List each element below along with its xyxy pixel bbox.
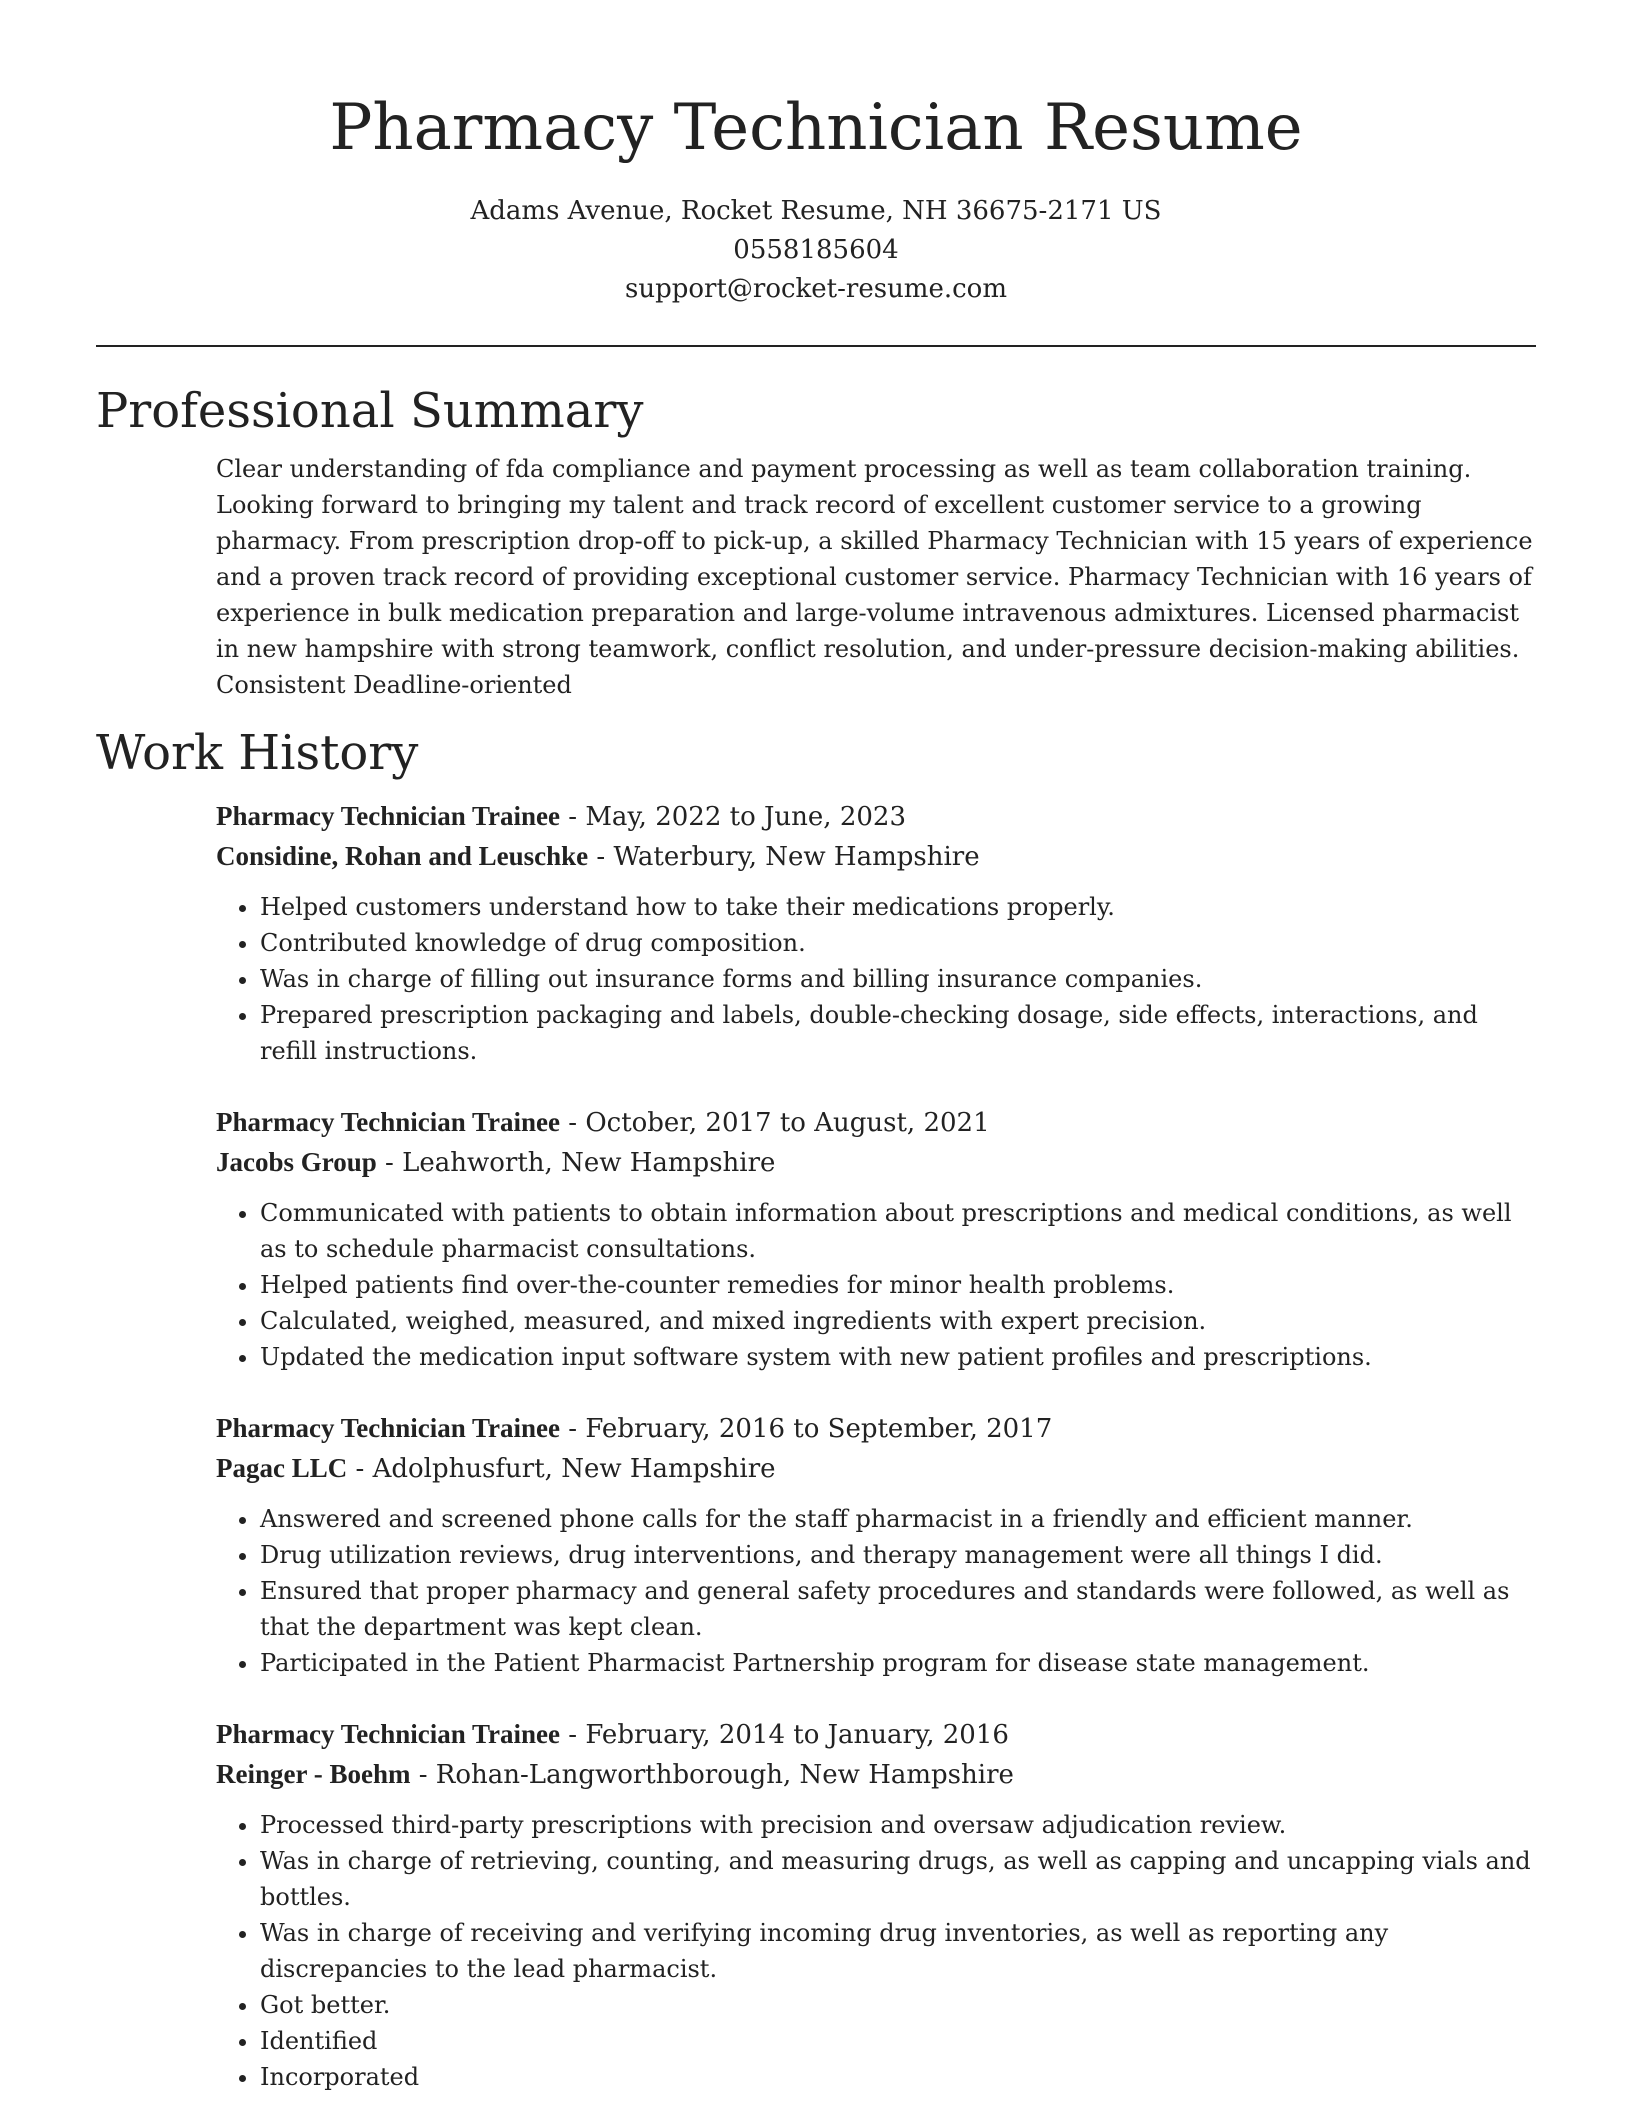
bullet-item: • Was in charge of filling out insurance forms and billing insurance companies.	[260, 961, 1536, 997]
job-bullets	[216, 1195, 1536, 1375]
job-location: - Leahworth, New Hampshire	[376, 1148, 776, 1178]
bullet-item: • Contributed knowledge of drug composition.	[260, 925, 1536, 961]
bullet-item: • Processed third-party prescriptions with precision and oversaw adjudication review.	[260, 1807, 1536, 1843]
page-title: Pharmacy Technician Resume	[329, 91, 1303, 165]
contact-email: support@rocket-resume.com	[624, 274, 1007, 304]
bullet-item: • Drug utilization reviews, drug interventions, and therapy management were all things I did.	[260, 1537, 1536, 1573]
job-location: - Adolphusfurt, New Hampshire	[347, 1454, 776, 1484]
bullet-item: • Calculated, weighed, measured, and mixed ingredients with expert precision.	[260, 1303, 1536, 1339]
job-company: Considine, Rohan and Leuschke	[216, 841, 589, 871]
job-title-line	[216, 1103, 1536, 1143]
job-company-line	[216, 1143, 1536, 1183]
job-location: - Rohan-Langworthborough, New Hampshire	[410, 1760, 1014, 1790]
bullet-item: • Incorporated	[260, 2059, 1536, 2095]
job-title-line	[216, 1715, 1536, 1755]
job-company-line	[216, 1755, 1536, 1795]
job-title-line	[216, 1409, 1536, 1449]
bullet-item: • Identified	[260, 2023, 1536, 2059]
bullet-item: • Updated the medication input software system with new patient profiles and prescriptions.	[260, 1339, 1536, 1375]
job-bullets	[216, 1807, 1536, 2095]
summary-heading: Professional Summary	[96, 383, 644, 439]
job-dates: - October, 2017 to August, 2021	[560, 1108, 990, 1138]
job-entry	[216, 1715, 1536, 2095]
bullet-item: • Prepared prescription packaging and labels, double-checking dosage, side effects, interactions, and refill instructions.	[260, 997, 1536, 1069]
job-bullets	[216, 1501, 1536, 1681]
job-bullets	[216, 889, 1536, 1069]
bullet-item: • Participated in the Patient Pharmacist Partnership program for disease state management.	[260, 1645, 1536, 1681]
job-dates: - February, 2014 to January, 2016	[560, 1720, 1009, 1750]
job-company-line	[216, 837, 1536, 877]
bullet-item: • Got better.	[260, 1987, 1536, 2023]
bullet-item: • Was in charge of receiving and verifying incoming drug inventories, as well as reporting any discrepancies to the lead pharmacist.	[260, 1915, 1536, 1987]
resume-header	[96, 0, 1536, 309]
summary-text: Clear understanding of fda compliance and payment processing as well as team collaboration training. Looking forward to bringing my talent and track record of excellent customer service to a growing pharmacy. From prescription drop-off to pick-up, a skilled Pharmacy Technician with 15 years of experience and a proven track record of providing exceptional customer service. Pharmacy Technician with 16 years of experience in bulk medication preparation and large-volume intravenous admixtures. Licensed pharmacist in new hampshire with strong teamwork, conflict resolution, and under-pressure decision-making abilities. Consistent Deadline-oriented	[216, 455, 1533, 699]
contact-phone: 0558185604	[733, 235, 899, 265]
job-title: Pharmacy Technician Trainee	[216, 1107, 560, 1137]
contact-address: Adams Avenue, Rocket Resume, NH 36675-2171 US	[470, 196, 1162, 226]
bullet-item: • Ensured that proper pharmacy and general safety procedures and standards were followed, as well as that the department was kept clean.	[260, 1573, 1536, 1645]
work-history-heading: Work History	[96, 725, 419, 781]
job-dates: - May, 2022 to June, 2023	[560, 802, 906, 832]
job-entry	[216, 797, 1536, 1069]
job-company-line	[216, 1449, 1536, 1489]
job-company: Reinger - Boehm	[216, 1759, 411, 1789]
job-entry	[216, 1103, 1536, 1375]
job-entry	[216, 1409, 1536, 1681]
resume-page	[96, 0, 1536, 2112]
bullet-item: • Communicated with patients to obtain information about prescriptions and medical conditions, as well as to schedule pharmacist consultations.	[260, 1195, 1536, 1267]
job-title: Pharmacy Technician Trainee	[216, 801, 560, 831]
bullet-item: • Helped customers understand how to take their medications properly.	[260, 889, 1536, 925]
header-divider	[96, 345, 1536, 347]
job-company: Pagac LLC	[216, 1453, 348, 1483]
summary-section	[216, 451, 1536, 703]
job-company: Jacobs Group	[216, 1147, 377, 1177]
bullet-item: • Was in charge of retrieving, counting, and measuring drugs, as well as capping and uncapping vials and bottles.	[260, 1843, 1536, 1915]
work-history-section	[216, 797, 1536, 2095]
job-title-line	[216, 797, 1536, 837]
job-title: Pharmacy Technician Trainee	[216, 1719, 560, 1749]
job-location: - Waterbury, New Hampshire	[588, 842, 980, 872]
bullet-item: • Helped patients find over-the-counter remedies for minor health problems.	[260, 1267, 1536, 1303]
job-dates: - February, 2016 to September, 2017	[560, 1414, 1053, 1444]
job-title: Pharmacy Technician Trainee	[216, 1413, 560, 1443]
bullet-item: • Answered and screened phone calls for the staff pharmacist in a friendly and efficient manner.	[260, 1501, 1536, 1537]
